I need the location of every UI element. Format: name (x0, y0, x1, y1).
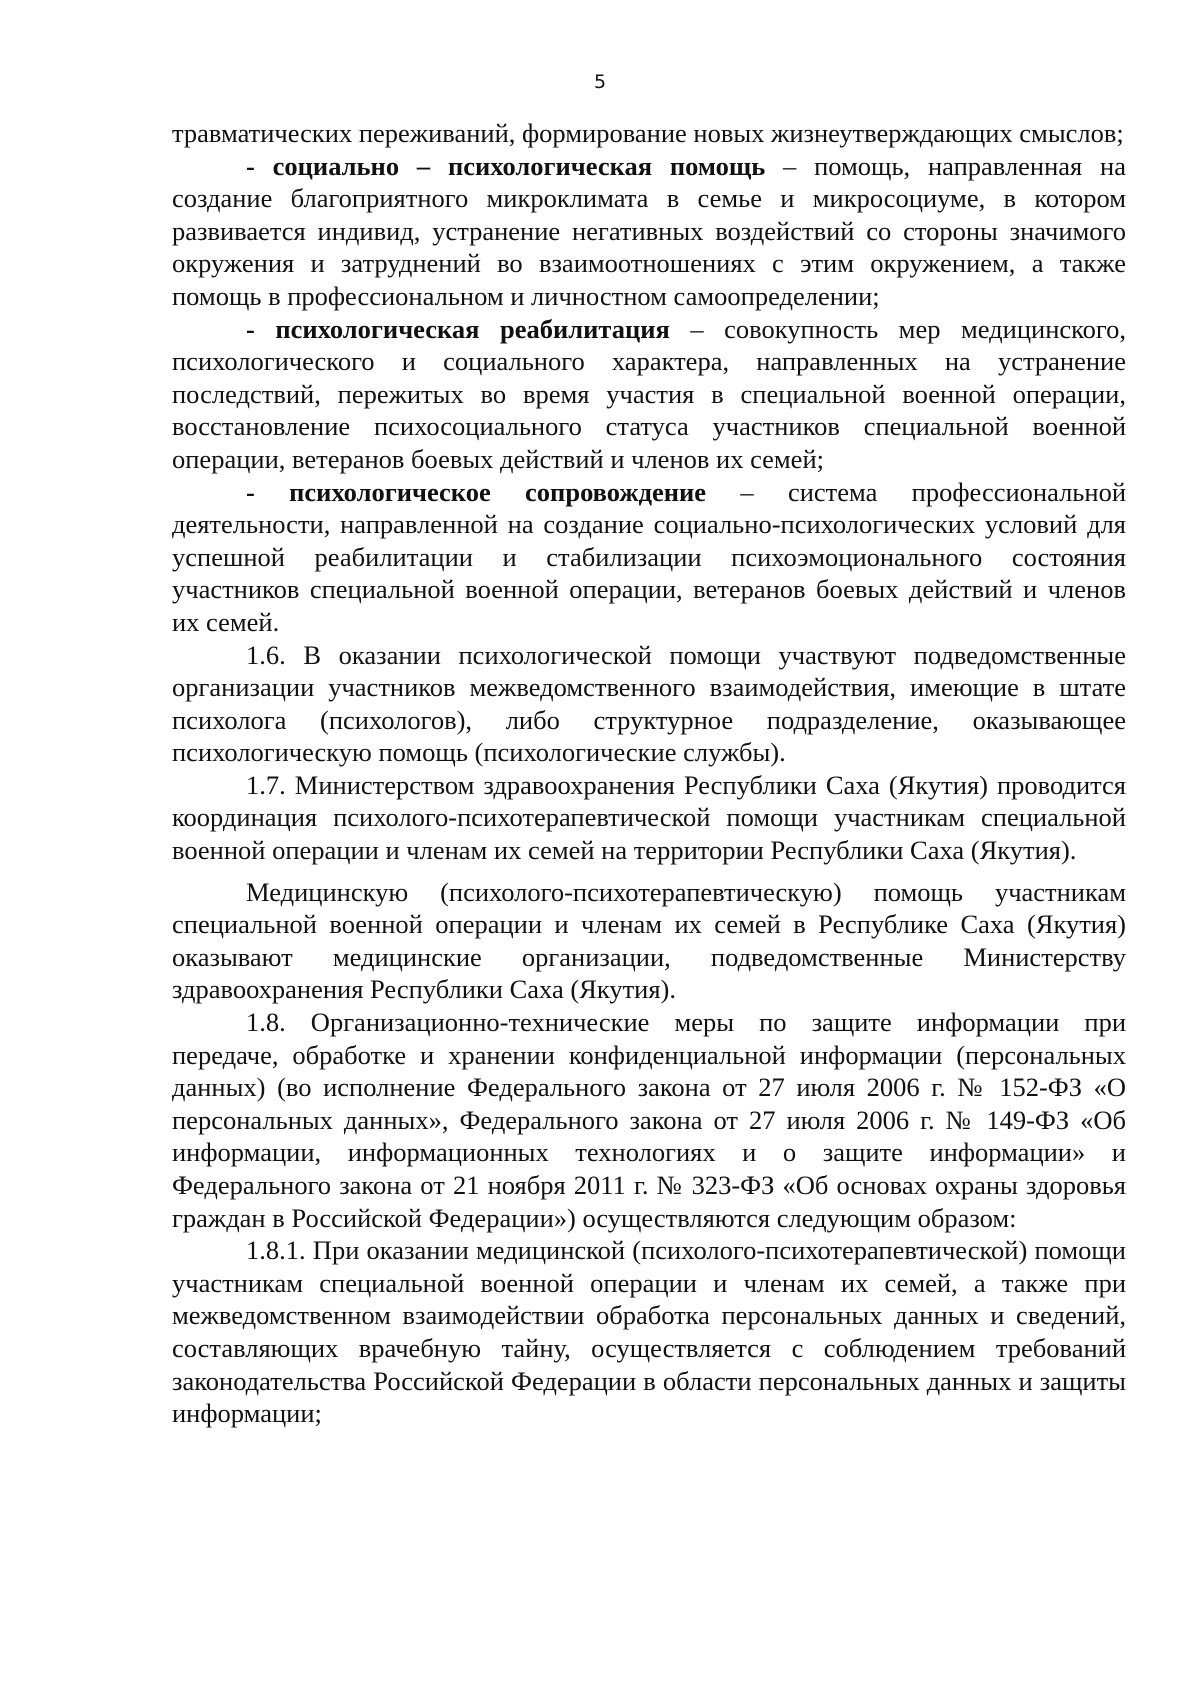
definition-term: - психологическое сопровождение (246, 476, 707, 507)
definition-psychological-rehabilitation (172, 313, 1126, 476)
clause-1-7-medical-help (172, 876, 1126, 1006)
page-number: 5 (593, 71, 607, 93)
definition-text: – помощь, направленная на создание благоприятного микроклимата в семье и микросоциуме, в котором развивается индивид, устранение негативных воздействий со стороны значимого окружения и затруднений во взаимоотношениях с этим окружением, а также помощь в профессиональном и личностном самоопределении; (172, 150, 1126, 311)
document-body (172, 117, 1126, 1430)
paragraph-text: 1.8.1. При оказании медицинской (психолого-психотерапевтической) помощи участникам специальной военной операции и членам их семей, а также при межведомственном взаимодействии обработка персональных данных и сведений, составляющих врачебную тайну, осуществляется с соблюдением требований законодательства Российской Федерации в области персональных данных и защиты информации; (172, 1235, 1126, 1429)
paragraph-text: травматических переживаний, формирование новых жизнеутверждающих смыслов; (172, 118, 1124, 148)
clause-1-8 (172, 1006, 1126, 1234)
clause-1-8-1 (172, 1234, 1126, 1430)
definition-term: - социально – психологическая помощь (246, 150, 766, 181)
paragraph-text: 1.8. Организационно-технические меры по защите информации при передаче, обработке и хранении конфиденциальной информации (персональных данных) (во исполнение Федерального закона от 27 июля 2006 г. № 152-ФЗ «О персональных данных», Федерального закона от 27 июля 2006 г. № 149-ФЗ «Об информации, информационных технологиях и о защите информации» и Федерального закона от 21 ноября 2011 г. № 323-ФЗ «Об основах охраны здоровья граждан в Российской Федерации») осуществляются следующим образом: (172, 1007, 1126, 1233)
definition-text: – совокупность мер медицинского, психологического и социального характера, направленных на устранение последствий, пережитых во время участия в специальной военной операции, восстановление психосоциального статуса участников специальной военной операции, ветеранов боевых действий и членов их семей; (172, 313, 1126, 474)
paragraph-text: Медицинскую (психолого-психотерапевтическую) помощь участникам специальной военной операции и членам их семей в Республике Саха (Якутия) оказывают медицинские организации, подведомственные Министерству здравоохранения Республики Саха (Якутия). (172, 876, 1126, 1005)
paragraph-continuation (172, 117, 1126, 150)
paragraph-text: 1.6. В оказании психологической помощи участвуют подведомственные организации участников межведомственного взаимодействия, имеющие в штате психолога (психологов), либо структурное подразделение, оказывающее психологическую помощь (психологические службы). (172, 639, 1126, 768)
clause-1-6 (172, 639, 1126, 769)
definition-psychological-support (172, 476, 1126, 639)
paragraph-text: 1.7. Министерством здравоохранения Республики Саха (Якутия) проводится координация психолого-психотерапевтической помощи участникам специальной военной операции и членам их семей на территории Республики Саха (Якутия). (172, 769, 1126, 866)
definition-social-psychological-help (172, 150, 1126, 313)
definition-term: - психологическая реабилитация (246, 313, 670, 344)
clause-1-7 (172, 769, 1126, 867)
definition-text: – система профессиональной деятельности, направленной на создание социально-психологических условий для успешной реабилитации и стабилизации психоэмоционального состояния участников специальной военной операции, ветеранов боевых действий и членов их семей. (172, 476, 1126, 637)
